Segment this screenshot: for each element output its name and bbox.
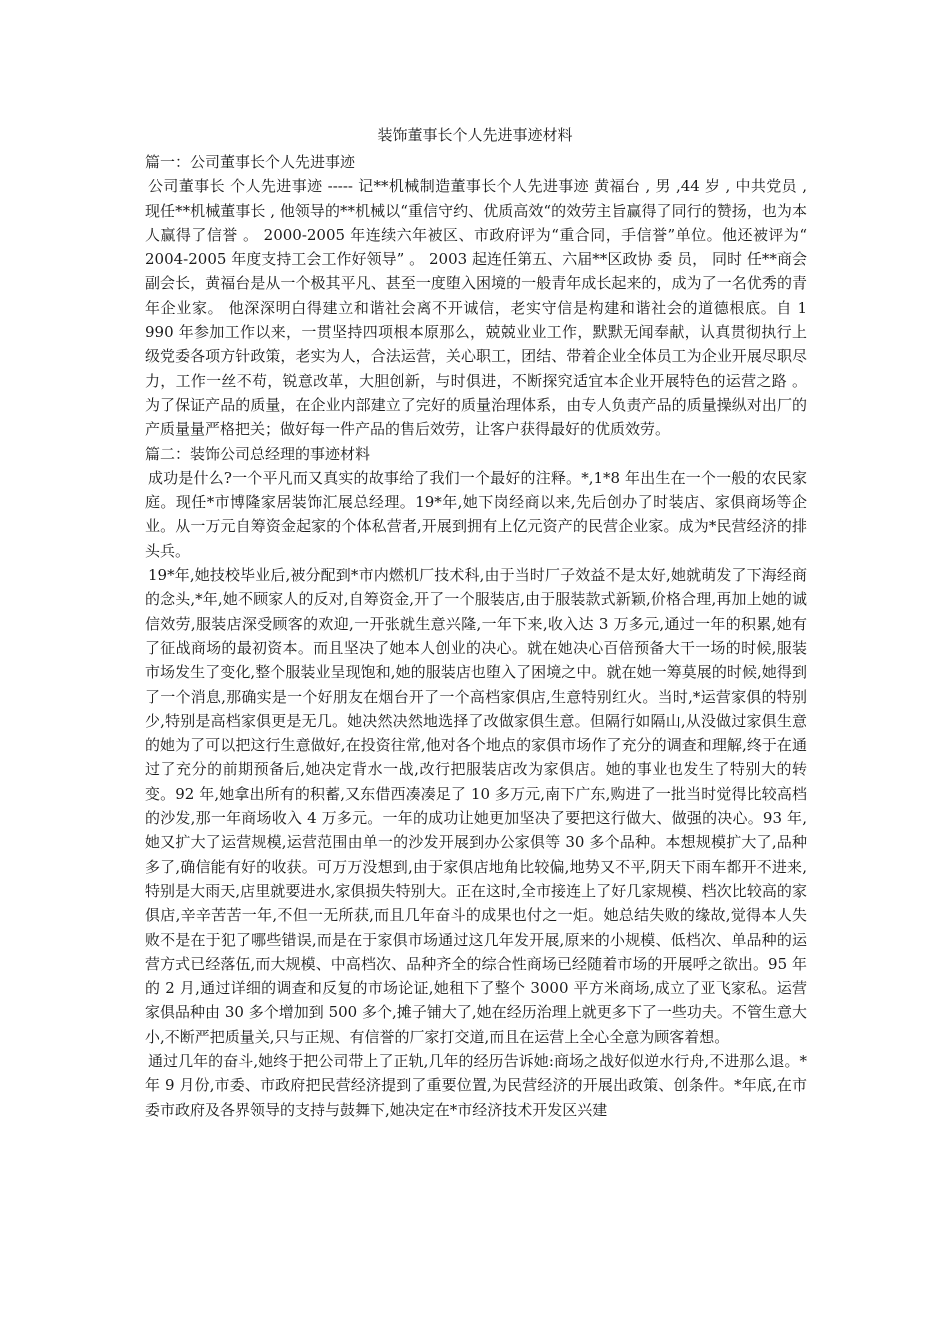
document-title: 装饰董事长个人先进事迹材料 [377, 126, 573, 144]
body-paragraph: 成功是什么?一个平凡而又真实的故事给了我们一个最好的注释。*,1*8 年出生在一个一般的农民家庭。现任*市博隆家居装饰汇展总经理。19*年,她下岗经商以来,先后创办了时装店、家俱商场等企业。从一万元自筹资金起家的个体私营者,开展到拥有上亿元资产的民营企业家。成为*民营经济的排头兵。 [145, 468, 807, 560]
body-paragraph: 19*年,她技校毕业后,被分配到*市内燃机厂技术科,由于当时厂子效益不是太好,她就萌发了下海经商的念头,*年,她不顾家人的反对,自筹资金,开了一个服装店,由于服装款式新颖,价格合理,再加上她的诚信效劳,服装店深受顾客的欢迎,一开张就生意兴隆,一年下来,收入达 3 万多元,通过一年的积累,她有了征战商场的最初资本。而且坚决了她本人创业的决心。就在她决心百倍预备大干一场的时候,服装市场发生了变化,整个服装业呈现饱和,她的服装店也堕入了困境之中。就在她一筹莫展的时候,她得到了一个消息,那确实是一个好朋友在烟台开了一个高档家俱店,生意特别红火。当时,*运营家俱的特别少,特别是高档家俱更是无几。她决然决然地选择了改做家俱生意。但隔行如隔山,从没做过家俱生意的她为了可以把这行生意做好,在投资往常,他对各个地点的家俱市场作了充分的调查和理解,终于在通过了充分的前期预备后,她决定背水一战,改行把服装店改为家俱店。她的事业也发生了特别大的转变。92 年,她拿出所有的积蓄,又东借西凑凑足了 10 多万元,南下广东,购进了一批当时觉得比较高档的沙发,那一年商场收入 4 万多元。一年的成功让她更加坚决了要把这行做大、做强的决心。93 年,她又扩大了运营规模,运营范围由单一的沙发开展到办公家俱等 30 多个品种。本想规模扩大了,品种多了,确信能有好的收获。可万万没想到,由于家俱店地角比较偏,地势又不平,阴天下雨车都开不进来,特别是大雨天,店里就要进水,家俱损失特别大。正在这时,全市接连上了好几家规模、档次比较高的家俱店,辛辛苦苦一年,不但一无所获,而且几年奋斗的成果也付之一炬。她总结失败的缘故,觉得本人失败不是在于犯了哪些错误,而是在于家俱市场通过这几年发开展,原来的小规模、低档次、单品种的运营方式已经落伍,而大规模、中高档次、品种齐全的综合性商场已经随着市场的开展呼之欲出。95 年的 2 月,通过详细的调查和反复的市场论证,她租下了整个 3000 平方米商场,成立了亚飞家私。运营家俱品种由 30 多个增加到 500 多个,摊子铺大了,她在经历治理上就更多下了一些功夫。不管生意大小,不断严把质量关,只与正规、有信誉的厂家打交道,而且在运营上全心全意为顾客着想。 [145, 566, 807, 1046]
section-heading: 篇二：装饰公司总经理的事迹材料 [145, 444, 371, 463]
section-heading: 篇一：公司董事长个人先进事迹 [145, 153, 356, 171]
body-paragraph: 公司董事长 个人先进事迹 ----- 记**机械制造董事长个人先进事迹 黄福台 , 男 ,44 岁 , 中共党员 , 现任**机械董事长 , 他领导的**机械以“重信守约、优质高效“的效劳主旨赢得了同行的赞扬，也为本人赢得了信誉 。 2000-2005 年连续六年被区、市政府评为“重合同，手信誉”单位。他还被评为“ 2004-2005 年度支持工会工作好领导” 。 2003 起连任第五、六届**区政协 委 员， 同时 任**商会副会长，黄福台是从一个极其平凡、甚至一度堕入困境的一般青年成长起来的，成为了一名优秀的青年企业家。 他深深明白得建立和谐社会离不开诚信，老实守信是构建和谐社会的道德根底。自 1 990 年参加工作以来，一贯坚持四项根本原那么，兢兢业业工作，默默无闻奉献，认真贯彻执行上级党委各项方针政策，老实为人，合法运营，关心职工，团结、带着企业全体员工为企业开展尽职尽力，工作一丝不苟，锐意改革，大胆创新，与时俱进，不断探究适宜本企业开展特色的运营之路 。为了保证产品的质量，在企业内部建立了完好的质量治理体系，由专人负责产品的质量操纵对出厂的产质量量严格把关；做好每一件产品的售后效劳，让客户获得最好的优质效劳。 [145, 177, 807, 439]
document-body [145, 150, 807, 1122]
body-paragraph: 通过几年的奋斗,她终于把公司带上了正轨,几年的经历告诉她:商场之战好似逆水行舟,不进那么退。*年 9 月份,市委、市政府把民营经济提到了重要位置,为民营经济的开展出政策、创条件。*年底,在市委市政府及各界领导的支持与鼓舞下,她决定在*市经济技术开发区兴建 [145, 1051, 807, 1119]
